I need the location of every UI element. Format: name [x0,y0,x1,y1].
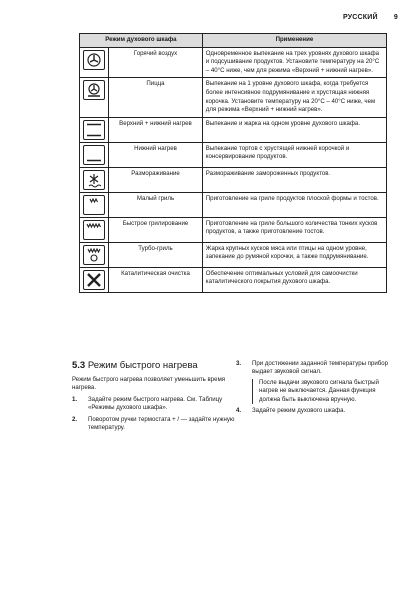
table-row: Нижний нагрев Выпекание тортов с хрустящей нижней корочкой и консервирование продуктов. [80,142,387,167]
column-header-application: Применение [202,34,386,48]
step-item: 2. Поворотом ручки термостата + / — задайте нужную температуру. [72,415,235,432]
oven-modes-table [79,33,387,293]
table-row: Пицца Выпекание на 1 уровне духового шкафа, когда требуется более интенсивное подрумянивание и хрустящая нижняя корочка. Установите температуру на 20°C – 40°C ниже, чем для режима «Верхний + нижний нагрев». [80,78,387,117]
left-column [72,376,240,432]
fan-heat-icon [83,50,105,70]
turbo-grill-icon [83,245,105,265]
section-title-text: Режим быстрого нагрева [87,360,198,371]
section-intro: Режим быстрого нагрева позволяет уменьшить время нагрева. [72,376,226,392]
top-bottom-heat-icon [83,120,105,140]
page-header [343,14,398,21]
column-header-mode: Режим духового шкафа [80,34,203,48]
table-row: Размораживание Размораживание замороженных продуктов. [80,167,387,192]
step-item: 4. Задайте режим духового шкафа. [236,407,346,415]
table-row: Верхний + нижний нагрев Выпекание и жарка на одном уровне духового шкафа. [80,117,387,142]
step-item: 3. При достижении заданной температуры прибор выдает звуковой сигнал. [236,360,389,376]
page-number: 9 [393,14,398,21]
right-column [236,357,396,415]
fast-grill-icon [83,220,105,240]
table-row: Турбо-гриль Жарка крупных кусков мяса или птицы на одном уровне, запекание до румяной корочки, а также подрумянивание. [80,242,387,267]
bottom-heat-icon [83,145,105,165]
note-text: После выдачи звукового сигнала быстрый нагрев не выключается. Данная функция должна быть выключена вручную. [252,379,396,404]
table-row: Горячий воздух Одновременное выпекание на трех уровнях духового шкафа и подсушивание продуктов. Установите температуру на 20°C – 40°C ниже, чем для режима «Верхний + нижний нагрев». [80,47,387,78]
step-item: 1. Задайте режим быстрого нагрева. См. Таблицу «Режимы духового шкафа». [72,395,223,412]
section-number: 5.3 [72,360,86,371]
pizza-icon [83,80,105,100]
table-row: Быстрое грилирование Приготовление на гриле большого количества тонких кусков продуктов, а также приготовление тостов. [80,217,387,242]
section-title [72,360,198,371]
language-label: РУССКИЙ [342,14,378,21]
table-row: Каталитическая очистка Обеспечение оптимальных условий для самоочистки каталитического покрытия духового шкафа. [80,267,387,292]
table-row: Малый гриль Приготовление на гриле продуктов плоской формы и тостов. [80,192,387,217]
catalytic-clean-icon [83,270,105,290]
small-grill-icon [83,195,105,215]
defrost-icon [83,170,105,190]
